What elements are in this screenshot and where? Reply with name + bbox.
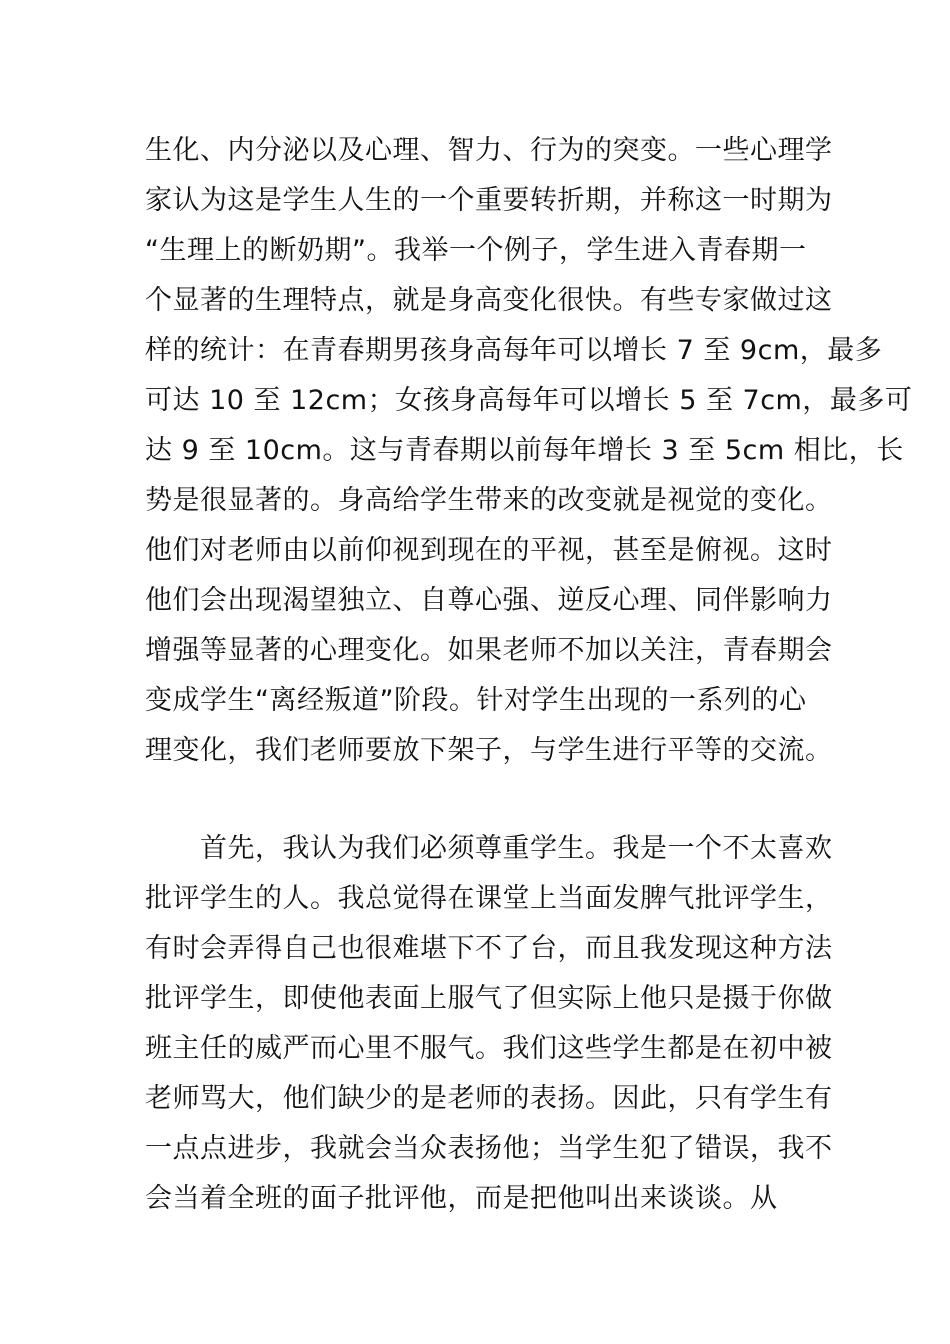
text-line: 批评学生的人。我总觉得在课堂上当面发脾气批评学生，	[145, 883, 833, 914]
text-line: 可达 10 至 12cm；女孩身高每年可以增长 5 至 7cm，最多可	[145, 385, 913, 416]
text-line: 班主任的威严而心里不服气。我们这些学生都是在初中被	[145, 1033, 833, 1064]
text-line: 会当着全班的面子批评他，而是把他叫出来谈谈。从	[145, 1183, 778, 1214]
text-line: 势是很显著的。身高给学生带来的改变就是视觉的变化。	[145, 485, 833, 516]
text-line: 他们对老师由以前仰视到现在的平视，甚至是俯视。这时	[145, 535, 833, 566]
text-line: 样的统计：在青春期男孩身高每年可以增长 7 至 9cm，最多	[145, 335, 883, 366]
text-line: “生理上的断奶期”。我举一个例子，学生进入青春期一	[145, 235, 807, 266]
text-line: 老师骂大，他们缺少的是老师的表扬。因此，只有学生有	[145, 1083, 833, 1114]
text-line: 一点点进步，我就会当众表扬他；当学生犯了错误，我不	[145, 1133, 833, 1164]
text-line: 增强等显著的心理变化。如果老师不加以关注，青春期会	[145, 635, 833, 666]
text-line: 生化、内分泌以及心理、智力、行为的突变。一些心理学	[145, 135, 833, 166]
text-line: 变成学生“离经叛道”阶段。针对学生出现的一系列的心	[145, 685, 807, 716]
text-line: 理变化，我们老师要放下架子，与学生进行平等的交流。	[145, 735, 833, 766]
paragraph-1	[145, 126, 913, 776]
paragraph-2	[145, 824, 833, 1224]
text-line: 家认为这是学生人生的一个重要转折期，并称这一时期为	[145, 185, 833, 216]
text-line: 首先，我认为我们必须尊重学生。我是一个不太喜欢	[145, 833, 833, 864]
text-line: 批评学生，即使他表面上服气了但实际上他只是摄于你做	[145, 983, 833, 1014]
text-line: 有时会弄得自己也很难堪下不了台，而且我发现这种方法	[145, 933, 833, 964]
text-line: 个显著的生理特点，就是身高变化很快。有些专家做过这	[145, 285, 833, 316]
text-line: 达 9 至 10cm。这与青春期以前每年增长 3 至 5cm 相比，长	[145, 435, 904, 466]
text-line: 他们会出现渴望独立、自尊心强、逆反心理、同伴影响力	[145, 585, 833, 616]
